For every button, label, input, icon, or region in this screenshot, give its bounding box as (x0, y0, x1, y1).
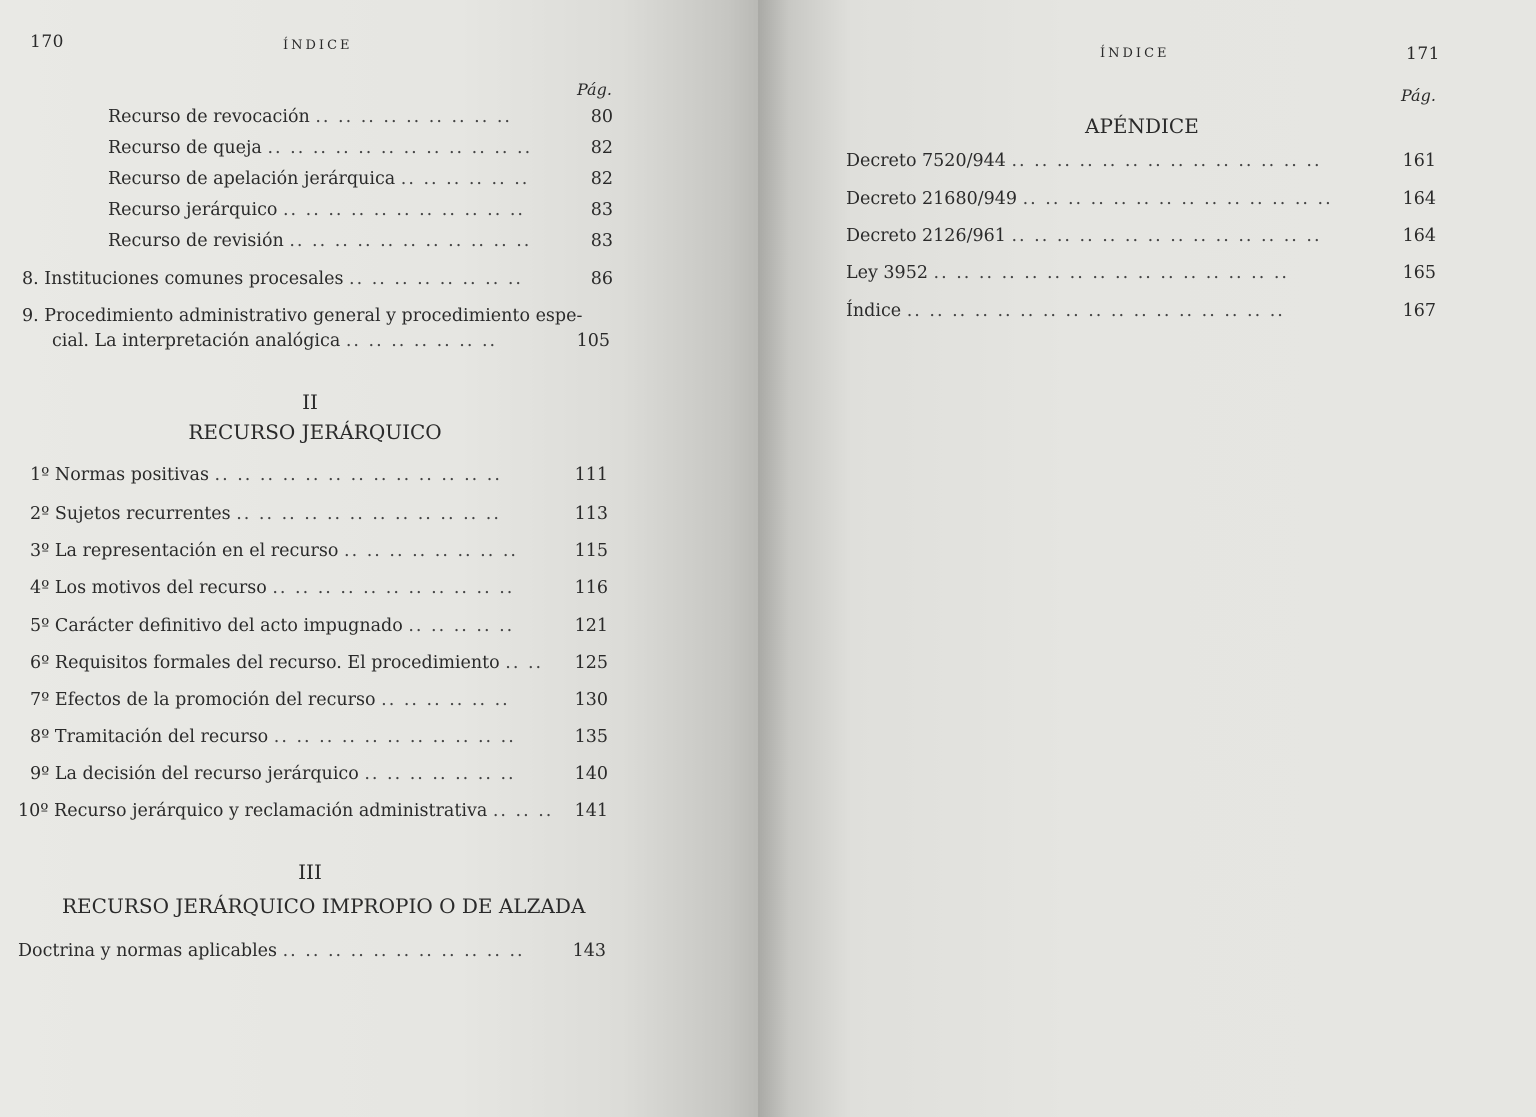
entry-text: Ley 3952 (846, 263, 928, 283)
entry-text: 4º Los motivos del recurso (30, 578, 267, 598)
entry-page-number: 121 (574, 616, 608, 636)
leader-dots: .. .. .. .. .. .. .. .. (349, 269, 523, 289)
index-entry (108, 230, 613, 252)
index-entry-9-line2 (52, 330, 610, 352)
index-entry (30, 464, 608, 486)
entry-page-number: 82 (590, 169, 613, 189)
leader-dots: .. .. .. .. .. .. .. .. .. .. .. .. .. .. (1011, 226, 1322, 246)
index-entry (30, 577, 608, 599)
index-entry (30, 689, 608, 711)
entry-text: cial. La interpretación analógica (52, 331, 341, 351)
entry-page-number: 86 (590, 269, 613, 289)
entry-text: Recurso de apelación jerárquica (108, 169, 396, 189)
entry-page-number: 130 (574, 690, 608, 710)
index-entry (108, 199, 613, 221)
entry-page-number: 165 (1402, 263, 1436, 283)
index-entry (30, 726, 608, 748)
entry-text: Decreto 21680/949 (846, 189, 1018, 209)
entry-text: 10º Recurso jerárquico y reclamación administrativa (18, 801, 488, 821)
leader-dots: .. .. .. .. .. .. .. .. .. .. .. (282, 200, 525, 220)
entry-page-number: 111 (574, 465, 608, 485)
entry-page-number: 143 (572, 941, 606, 961)
entry-page-number: 140 (574, 764, 608, 784)
section-ii-title: RECURSO JERÁRQUICO (188, 420, 442, 444)
index-entry (108, 137, 613, 159)
section-iii-numeral: III (298, 860, 322, 884)
entry-text: 7º Efectos de la promoción del recurso (30, 690, 376, 710)
entry-text: 5º Carácter definitivo del acto impugnado (30, 616, 403, 636)
index-entry (846, 262, 1436, 284)
index-entry (846, 188, 1436, 210)
entry-page-number: 113 (574, 504, 608, 524)
entry-page-number: 115 (574, 541, 608, 561)
entry-text: Doctrina y normas aplicables (18, 941, 278, 961)
entry-text: 9º La decisión del recurso jerárquico (30, 764, 359, 784)
entry-text: 6º Requisitos formales del recurso. El procedimiento (30, 653, 500, 673)
index-entry (846, 225, 1436, 247)
index-entry (108, 168, 613, 190)
leader-dots: .. .. .. .. .. .. .. .. .. .. .. (272, 578, 515, 598)
index-entry (30, 652, 608, 674)
entry-text: Decreto 2126/961 (846, 226, 1006, 246)
entry-text: 2º Sujetos recurrentes (30, 504, 231, 524)
leader-dots: .. .. .. .. .. .. .. (364, 764, 516, 784)
left-page (0, 0, 758, 1117)
entry-page-number: 141 (574, 801, 608, 821)
leader-dots: .. .. .. .. .. .. .. .. .. .. .. .. (267, 138, 533, 158)
index-entry (30, 540, 608, 562)
index-entry (30, 503, 608, 525)
entry-page-number: 83 (590, 200, 613, 220)
section-ii-numeral: II (302, 390, 318, 414)
entry-text: Recurso jerárquico (108, 200, 278, 220)
entry-text: 1º Normas positivas (30, 465, 209, 485)
entry-page-number: 80 (590, 107, 613, 127)
right-page (758, 0, 1536, 1117)
leader-dots: .. .. .. .. .. .. .. .. .. .. .. .. (236, 504, 501, 524)
entry-page-number: 164 (1402, 226, 1436, 246)
entry-page-number: 105 (576, 331, 610, 351)
page-number-left: 170 (30, 32, 64, 52)
index-entry (846, 150, 1436, 172)
entry-text: 3º La representación en el recurso (30, 541, 339, 561)
appendix-title: APÉNDICE (1085, 114, 1199, 138)
entry-text: Recurso de revisión (108, 231, 284, 251)
leader-dots: .. .. .. .. .. .. .. (345, 331, 498, 351)
page-number-right: 171 (1406, 44, 1440, 64)
entry-page-number: 167 (1402, 301, 1436, 321)
leader-dots: .. .. .. (492, 801, 554, 821)
index-entry (18, 800, 608, 822)
leader-dots: .. .. .. .. .. .. .. .. .. (315, 107, 512, 127)
leader-dots: .. .. .. .. .. .. .. .. .. .. .. .. .. .. (1011, 151, 1322, 171)
index-entry-9-line1: 9. Procedimiento administrativo general y procedimiento espe- (22, 306, 583, 326)
section-iii-title: RECURSO JERÁRQUICO IMPROPIO O DE ALZADA (62, 894, 586, 918)
entry-page-number: 164 (1402, 189, 1436, 209)
leader-dots: .. .. .. .. .. .. (400, 169, 530, 189)
entry-page-number: 83 (590, 231, 613, 251)
leader-dots: .. .. .. .. .. .. .. .. .. .. .. .. .. .. .. .. (933, 263, 1289, 283)
pag-label-left: Pág. (577, 80, 612, 99)
leader-dots: .. .. .. .. .. .. .. .. .. .. .. .. .. (214, 465, 502, 485)
entry-text: Recurso de queja (108, 138, 262, 158)
entry-text: 8º Tramitación del recurso (30, 727, 269, 747)
leader-dots: .. .. .. .. .. .. .. .. .. .. .. .. .. .. (1022, 189, 1333, 209)
running-head-left: ÍNDICE (283, 38, 353, 53)
running-head-right: ÍNDICE (1100, 46, 1170, 61)
index-entry (846, 300, 1436, 322)
index-entry (18, 940, 606, 962)
index-entry (108, 106, 613, 128)
index-entry (22, 268, 613, 290)
leader-dots: .. .. .. .. .. .. .. .. .. .. .. (282, 941, 525, 961)
entry-text: Índice (846, 301, 902, 321)
entry-page-number: 125 (574, 653, 608, 673)
leader-dots: .. .. .. .. .. .. (381, 690, 510, 710)
leader-dots: .. .. .. .. .. (408, 616, 515, 636)
entry-page-number: 116 (574, 578, 608, 598)
leader-dots: .. .. .. .. .. .. .. .. .. .. .. (273, 727, 516, 747)
entry-text: Decreto 7520/944 (846, 151, 1006, 171)
entry-page-number: 135 (574, 727, 608, 747)
leader-dots: .. .. .. .. .. .. .. .. .. .. .. .. .. .. .. .. .. (906, 301, 1285, 321)
index-entry (30, 763, 608, 785)
index-entry (30, 615, 608, 637)
pag-label-right: Pág. (1401, 86, 1436, 105)
entry-text: Recurso de revocación (108, 107, 310, 127)
entry-page-number: 82 (590, 138, 613, 158)
leader-dots: .. .. (505, 653, 544, 673)
leader-dots: .. .. .. .. .. .. .. .. (344, 541, 518, 561)
leader-dots: .. .. .. .. .. .. .. .. .. .. .. (289, 231, 532, 251)
entry-text: 8. Instituciones comunes procesales (22, 269, 344, 289)
entry-page-number: 161 (1402, 151, 1436, 171)
